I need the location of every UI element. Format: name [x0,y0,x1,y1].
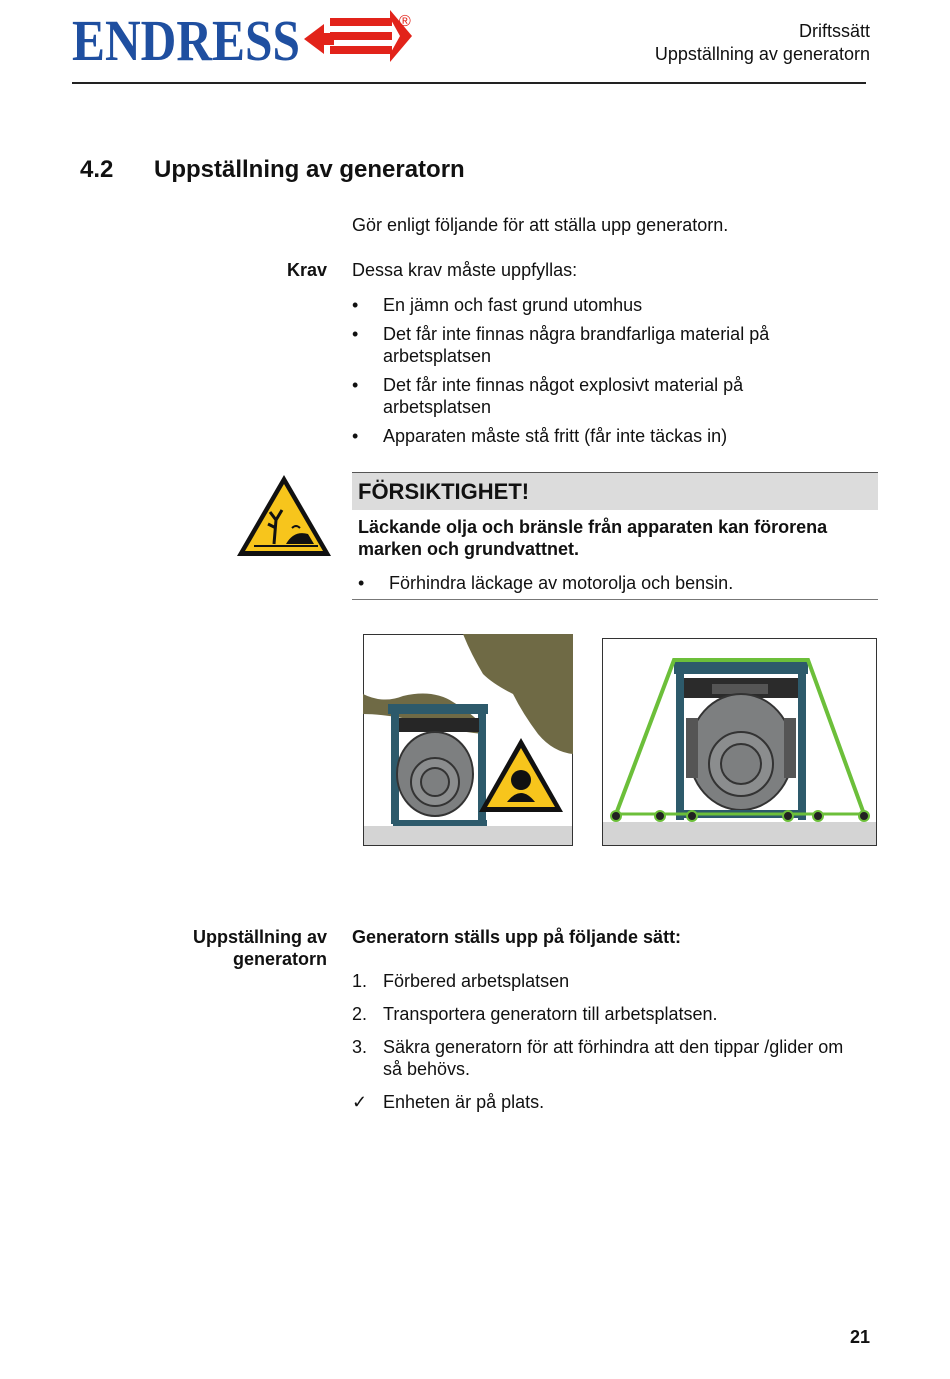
caution-bottom-rule [352,599,878,600]
list-item: • Apparaten måste stå fritt (får inte täckas in) [352,425,832,447]
generator-exhaust-hazard-illustration [363,634,573,846]
list-item [352,970,852,992]
svg-text:ENDRESS: ENDRESS [72,8,300,70]
step-number: 2. [352,1004,368,1024]
result-text: Enheten är på plats. [383,1092,545,1112]
checkmark-icon: ✓ [352,1092,368,1112]
requirements-list [352,294,832,454]
requirements-lead: Dessa krav måste uppfyllas: [352,260,578,280]
caution-action [358,572,733,594]
endress-logo [72,6,422,70]
setup-label-line: Uppställning av [192,927,327,947]
setup-steps [352,970,852,1124]
running-header [655,20,870,66]
page-number: 21 [849,1327,870,1347]
step-number: 1. [352,971,368,991]
section-title: Uppställning av generatorn [154,156,465,183]
intro-text: Gör enligt följande för att ställa upp generatorn. [352,215,729,235]
list-item [352,1091,852,1113]
header-rule [72,82,866,84]
setup-label [160,926,327,970]
caution-heading: FÖRSIKTIGHET! [358,479,530,504]
setup-label-line: generatorn [232,949,327,969]
svg-text:®: ® [399,13,411,30]
generator-secured-illustration [602,638,877,846]
setup-lead: Generatorn ställs upp på följande sätt: [352,927,682,947]
step-text: Transportera generatorn till arbetsplatsen. [383,1004,718,1024]
step-text: Förbered arbetsplatsen [383,971,570,991]
list-item [352,1036,852,1080]
chapter-title: Driftssätt [798,21,870,41]
requirements-label: Krav [286,260,327,280]
list-item [352,1003,852,1025]
section-number: 4.2 [80,156,114,183]
step-text: Säkra generatorn för att förhindra att den tippar /glider om så behövs. [383,1037,844,1079]
section-running-title: Uppställning av generatorn [654,44,870,64]
double-arrow-icon [304,10,412,62]
environment-hazard-warning-icon [234,472,334,560]
list-item: • Det får inte finnas något explosivt material på arbetsplatsen [352,374,832,418]
step-number: 3. [352,1037,368,1057]
caution-action-text: Förhindra läckage av motorolja och bensin. [389,573,734,593]
bullet-icon: • [358,573,365,593]
caution-heading-band [352,473,878,510]
caution-message: Läckande olja och bränsle från apparaten kan förorena marken och grundvattnet. [358,517,828,559]
list-item: • Det får inte finnas några brandfarliga material på arbetsplatsen [352,323,832,367]
list-item: • En jämn och fast grund utomhus [352,294,832,316]
